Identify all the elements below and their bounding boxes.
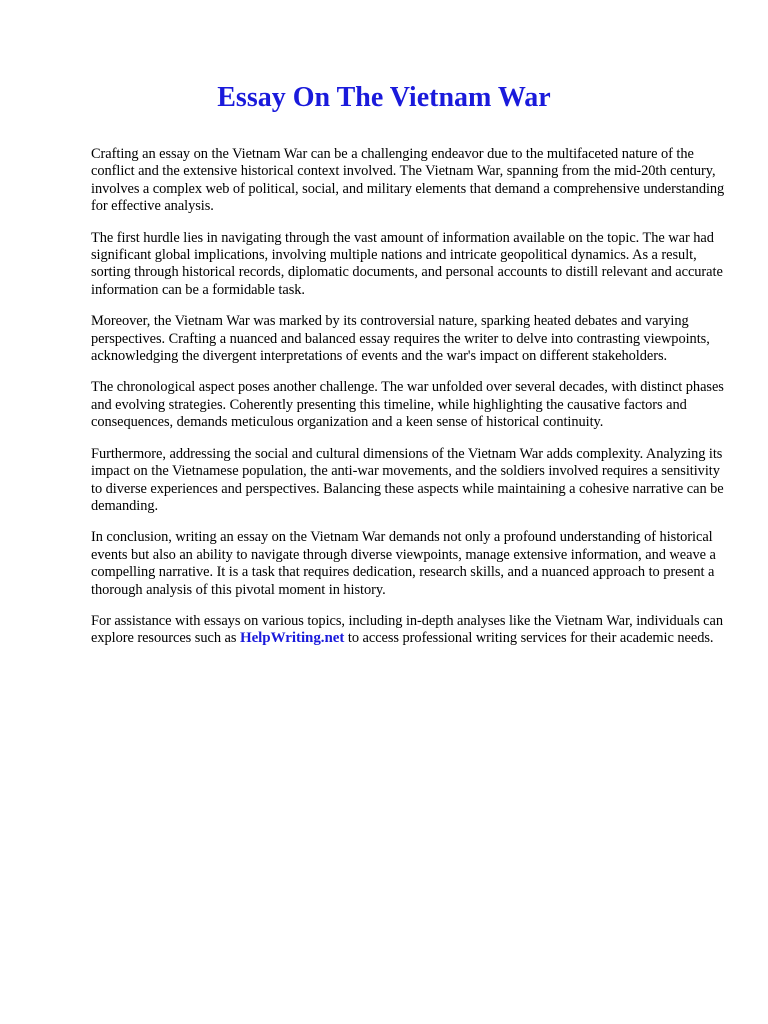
paragraph-2: The first hurdle lies in navigating through the vast amount of information available on the topic. The war had significant global implications, involving multiple nations and intricate geopolitical dynamics. As a result, sorting through historical records, diplomatic documents, and personal accounts to distill relevant and accurate information can be a formidable task. — [91, 229, 723, 298]
paragraph-3: Moreover, the Vietnam War was marked by its controversial nature, sparking heated debates and varying perspectives. Crafting a nuanced and balanced essay requires the writer to delve into contrasting viewpoints, acknowledging the divergent interpretations of events and the war's impact on different stakeholders. — [91, 313, 710, 365]
closing-text-before-link: For assistance with essays on various topics, including in-depth analyses like the Vietnam War, individuals can explore resources such as — [91, 612, 723, 647]
paragraph-5: Furthermore, addressing the social and cultural dimensions of the Vietnam War adds complexity. Analyzing its impact on the Vietnamese population, the anti-war movements, and the soldiers involved requires a sensitivity to diverse experiences and perspectives. Balancing these aspects while maintaining a cohesive narrative can be demanding. — [91, 445, 724, 514]
paragraph-1: Crafting an essay on the Vietnam War can be a challenging endeavor due to the multifaceted nature of the conflict and the extensive historical context involved. The Vietnam War, spanning from the mid-20th century, involves a complex web of political, social, and military elements that demand a comprehensive understanding for effective analysis. — [91, 146, 725, 215]
page-title: Essay On The Vietnam War — [217, 82, 551, 113]
paragraph-4: The chronological aspect poses another challenge. The war unfolded over several decades, with distinct phases and evolving strategies. Coherently presenting this timeline, while highlighting the causative factors and consequences, demands meticulous organization and a keen sense of historical continuity. — [91, 379, 724, 431]
essay-body — [91, 146, 725, 662]
closing-text-after-link: to access professional writing services for their academic needs. — [344, 630, 714, 647]
helpwriting-link[interactable]: HelpWriting.net — [239, 630, 345, 647]
paragraph-6: In conclusion, writing an essay on the Vietnam War demands not only a profound understanding of historical events but also an ability to navigate through diverse viewpoints, manage extensive information, and weave a compelling narrative. It is a task that requires dedication, research skills, and a nuanced approach to present a thorough analysis of this pivotal moment in history. — [91, 529, 716, 598]
closing-paragraph — [91, 613, 725, 648]
